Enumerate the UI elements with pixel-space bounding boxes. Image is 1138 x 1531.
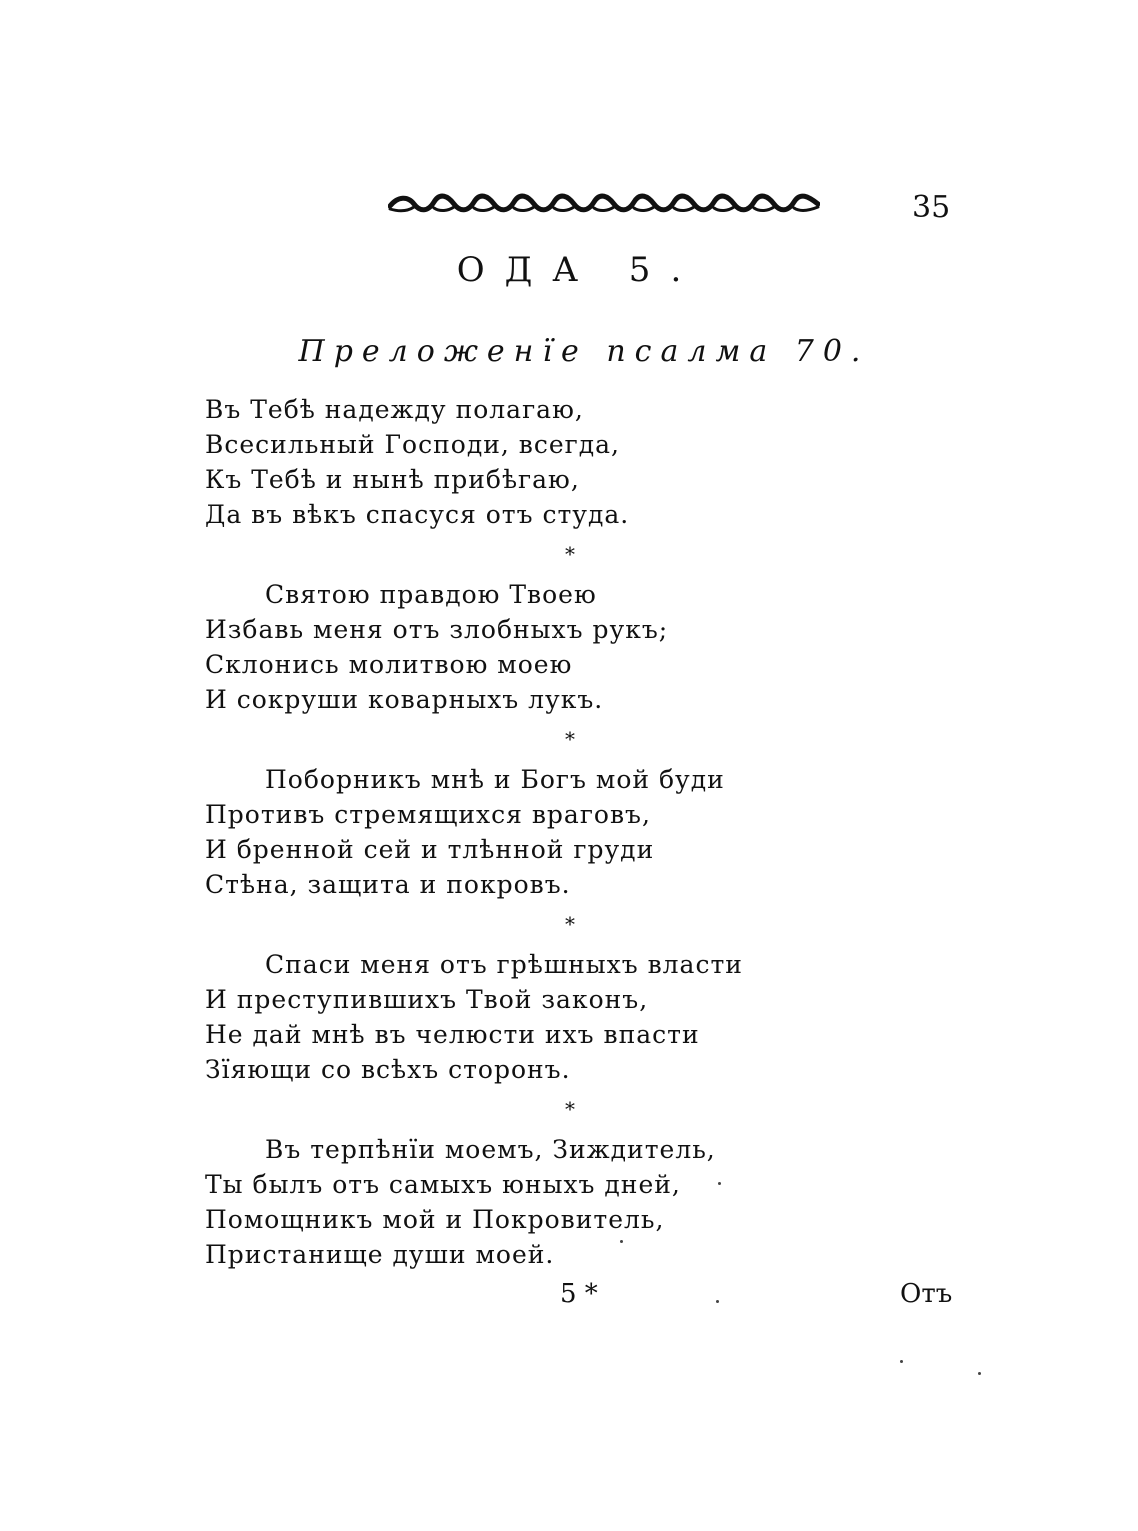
stanza-separator: *	[565, 1097, 575, 1121]
verse-line: И преступившихъ Твой законъ,	[205, 985, 649, 1014]
stanza-separator: *	[565, 727, 575, 751]
verse-line: Пристанище души моей.	[205, 1240, 555, 1269]
stanza-3	[205, 762, 825, 902]
stanza-separator: *	[565, 912, 575, 936]
verse-line: Въ терпѣнїи моемъ, Зиждитель,	[265, 1135, 716, 1164]
verse-line: Святою правдою Твоею	[265, 580, 597, 609]
paper-speck	[900, 1360, 903, 1363]
ode-subtitle: Преложенїе псалма 70.	[298, 334, 870, 369]
verse-line: Помощникъ мой и Покровитель,	[205, 1205, 665, 1234]
verse-line: Спаси меня отъ грѣшныхъ власти	[265, 950, 743, 979]
verse-line: Всесильный Господи, всегда,	[205, 430, 620, 459]
verse-line: И сокруши коварныхъ лукъ.	[205, 685, 604, 714]
verse-line: Избавь меня отъ злобныхъ рукъ;	[205, 615, 669, 644]
stanza-4	[205, 947, 825, 1087]
verse-line: Стѣна, защита и покровъ.	[205, 870, 571, 899]
stanza-2	[205, 577, 825, 717]
poem-body	[205, 392, 825, 1272]
verse-line: Да въ вѣкъ спасуся отъ студа.	[205, 500, 630, 529]
paper-speck	[716, 1300, 719, 1303]
stanza-1	[205, 392, 825, 532]
verse-line: Поборникъ мнѣ и Богъ мой буди	[265, 765, 725, 794]
verse-line: Зїяющи со всѣхъ сторонъ.	[205, 1055, 571, 1084]
catchword: Отъ	[900, 1279, 953, 1309]
paper-speck	[978, 1372, 981, 1375]
verse-line: Къ Тебѣ и нынѣ прибѣгаю,	[205, 465, 580, 494]
verse-line: Въ Тебѣ надежду полагаю,	[205, 395, 584, 424]
verse-line: Противъ стремящихся враговъ,	[205, 800, 651, 829]
printer-signature-mark: 5 *	[560, 1279, 598, 1309]
verse-line: И бренной сей и тлѣнной груди	[205, 835, 655, 864]
verse-line: Не дай мнѣ въ челюсти ихъ впасти	[205, 1020, 700, 1049]
paper-speck	[718, 1182, 721, 1185]
paper-speck	[620, 1240, 623, 1243]
stanza-5	[205, 1132, 825, 1272]
verse-line: Склонись молитвою моею	[205, 650, 573, 679]
page-number: 35	[912, 190, 951, 225]
stanza-separator: *	[565, 542, 575, 566]
verse-line: Ты былъ отъ самыхъ юныхъ дней,	[205, 1170, 681, 1199]
wave-ornament-icon	[388, 192, 820, 214]
ode-title: ОДА 5.	[456, 250, 702, 290]
